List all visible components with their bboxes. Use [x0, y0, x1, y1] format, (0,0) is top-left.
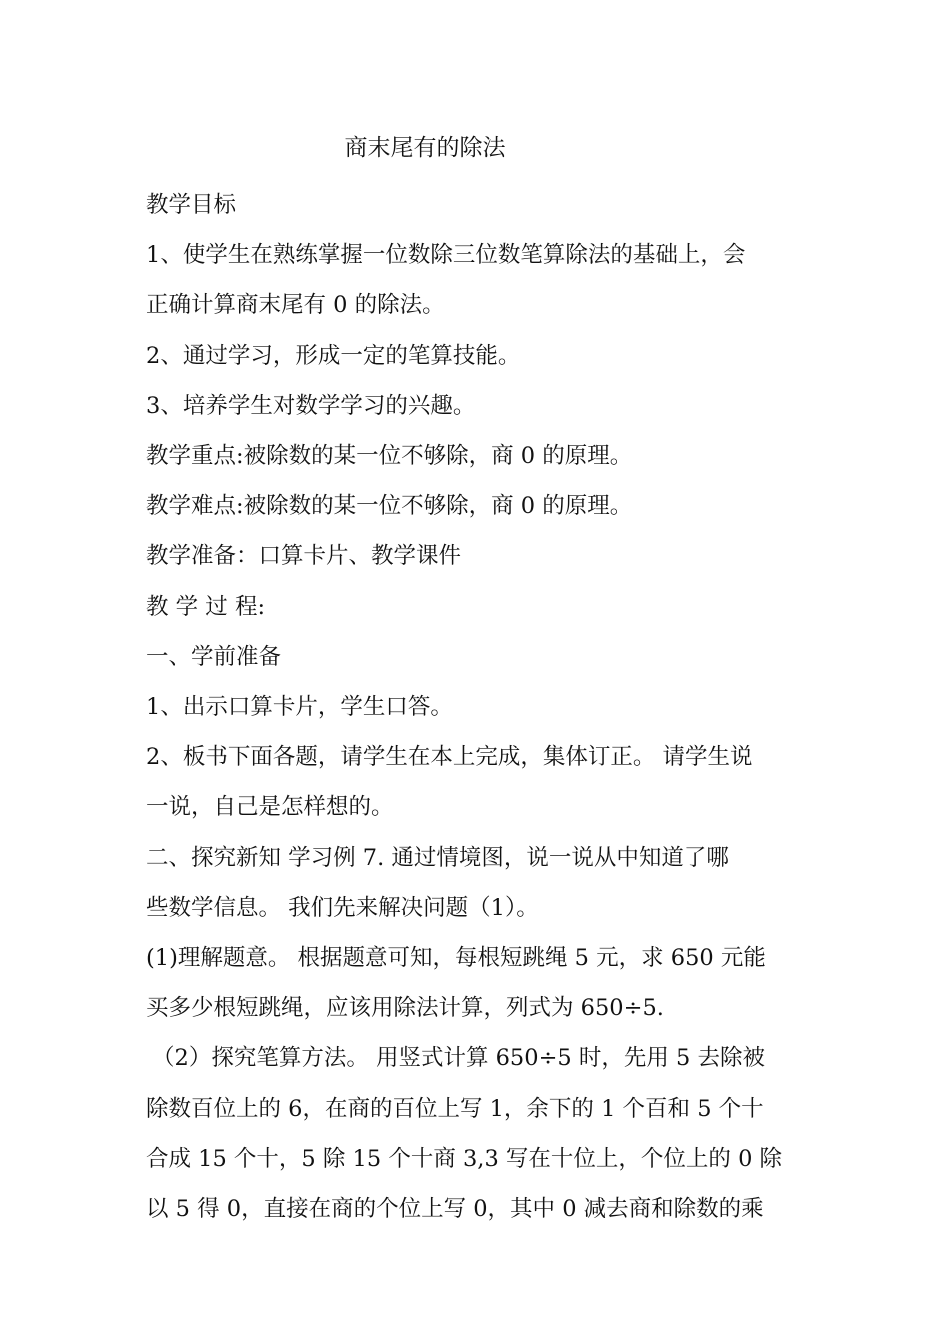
paragraph-step-2-line-1: 2、板书下面各题，请学生在本上完成，集体订正。 请学生说 — [146, 744, 753, 771]
paragraph-goal-1-line-1: 1、使学生在熟练掌握一位数除三位数笔算除法的基础上，会 — [146, 242, 746, 269]
paragraph-goal-2: 2、通过学习，形成一定的笔算技能。 — [146, 342, 521, 369]
paragraph-explore-line-3: 合成 15 个十，5 除 15 个十商 3,3 写在十位上，个位上的 0 除 — [146, 1145, 783, 1172]
paragraph-step-1: 1、出示口算卡片，学生口答。 — [146, 694, 453, 721]
paragraph-understand-line-2: 买多少根短跳绳，应该用除法计算，列式为 650÷5. — [146, 995, 664, 1022]
paragraph-understand-line-1: (1)理解题意。 根据题意可知，每根短跳绳 5 元，求 650 元能 — [146, 945, 766, 972]
paragraph-difficulty: 教学难点:被除数的某一位不够除，商 0 的原理。 — [146, 493, 633, 520]
paragraph-explore-line-2: 除数百位上的 6，在商的百位上写 1，余下的 1 个百和 5 个十 — [146, 1095, 764, 1122]
document-title: 商末尾有的除法 — [344, 135, 506, 161]
paragraph-explore-line-1: （2）探究笔算方法。 用竖式计算 650÷5 时，先用 5 去除被 — [152, 1045, 766, 1072]
paragraph-explore-line-4: 以 5 得 0，直接在商的个位上写 0，其中 0 减去商和除数的乘 — [146, 1196, 764, 1223]
paragraph-teaching-goals-heading: 教学目标 — [146, 192, 237, 218]
paragraph-section-2-line-2: 些数学信息。 我们先来解决问题（1）。 — [146, 894, 539, 921]
document-body — [146, 180, 810, 1234]
paragraph-step-2-line-2: 一说，自己是怎样想的。 — [146, 794, 394, 821]
paragraph-goal-3: 3、培养学生对数学学习的兴趣。 — [146, 392, 476, 419]
paragraph-process-heading: 教 学 过 程: — [146, 593, 266, 620]
paragraph-key-point: 教学重点:被除数的某一位不够除，商 0 的原理。 — [146, 443, 633, 470]
paragraph-section-1-heading: 一、学前准备 — [146, 643, 282, 670]
paragraph-section-2-line-1: 二、探究新知 学习例 7. 通过情境图，说一说从中知道了哪 — [146, 844, 729, 871]
paragraph-goal-1-line-2: 正确计算商末尾有 0 的除法。 — [146, 292, 445, 319]
paragraph-preparation: 教学准备：口算卡片、教学课件 — [146, 543, 462, 570]
